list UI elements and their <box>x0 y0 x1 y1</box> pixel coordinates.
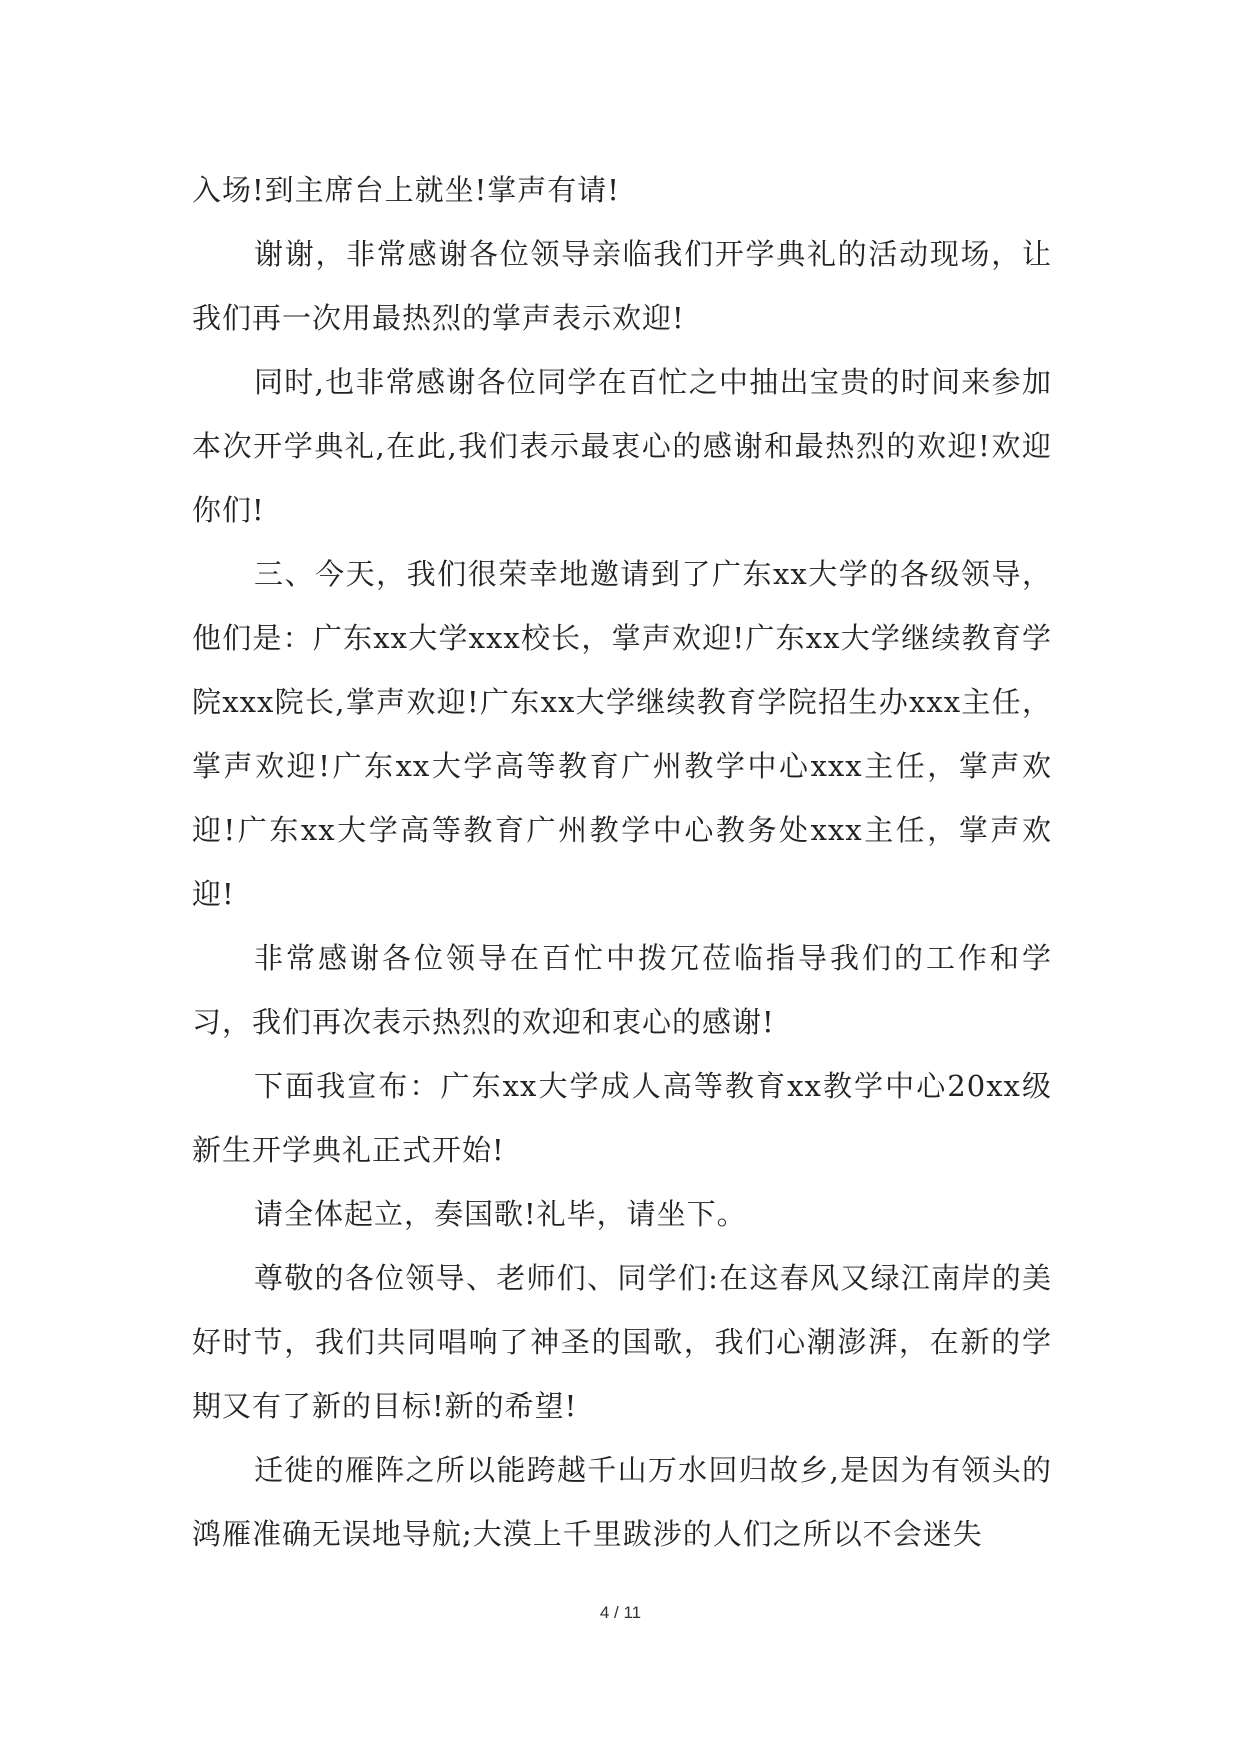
paragraph-3: 同时,也非常感谢各位同学在百忙之中抽出宝贵的时间来参加本次开学典礼,在此,我们表示最衷心的感谢和最热烈的欢迎!欢迎你们! <box>192 365 1052 527</box>
paragraph-9: 迁徙的雁阵之所以能跨越千山万水回归故乡,是因为有领头的鸿雁准确无误地导航;大漠上千里跋涉的人们之所以不会迷失 <box>192 1453 1052 1551</box>
paragraph-2: 谢谢，非常感谢各位领导亲临我们开学典礼的活动现场，让我们再一次用最热烈的掌声表示欢迎! <box>192 237 1052 335</box>
paragraph-5: 非常感谢各位领导在百忙中拨冗莅临指导我们的工作和学习，我们再次表示热烈的欢迎和衷心的感谢! <box>192 941 1052 1039</box>
document-body <box>192 158 1052 1566</box>
page-number: 4 / 11 <box>599 1603 642 1622</box>
paragraph-4: 三、今天，我们很荣幸地邀请到了广东xx大学的各级领导，他们是：广东xx大学xxx校长，掌声欢迎!广东xx大学继续教育学院xxx院长,掌声欢迎!广东xx大学继续教育学院招生办xxx主任，掌声欢迎!广东xx大学高等教育广州教学中心xxx主任，掌声欢迎!广东xx大学高等教育广州教学中心教务处xxx主任，掌声欢迎! <box>192 557 1052 911</box>
paragraph-8: 尊敬的各位领导、老师们、同学们:在这春风又绿江南岸的美好时节，我们共同唱响了神圣的国歌，我们心潮澎湃，在新的学期又有了新的目标!新的希望! <box>192 1261 1052 1423</box>
paragraph-6: 下面我宣布：广东xx大学成人高等教育xx教学中心20xx级新生开学典礼正式开始! <box>192 1069 1052 1167</box>
paragraph-1: 入场!到主席台上就坐!掌声有请! <box>192 173 620 207</box>
paragraph-7: 请全体起立，奏国歌!礼毕，请坐下。 <box>254 1197 747 1231</box>
